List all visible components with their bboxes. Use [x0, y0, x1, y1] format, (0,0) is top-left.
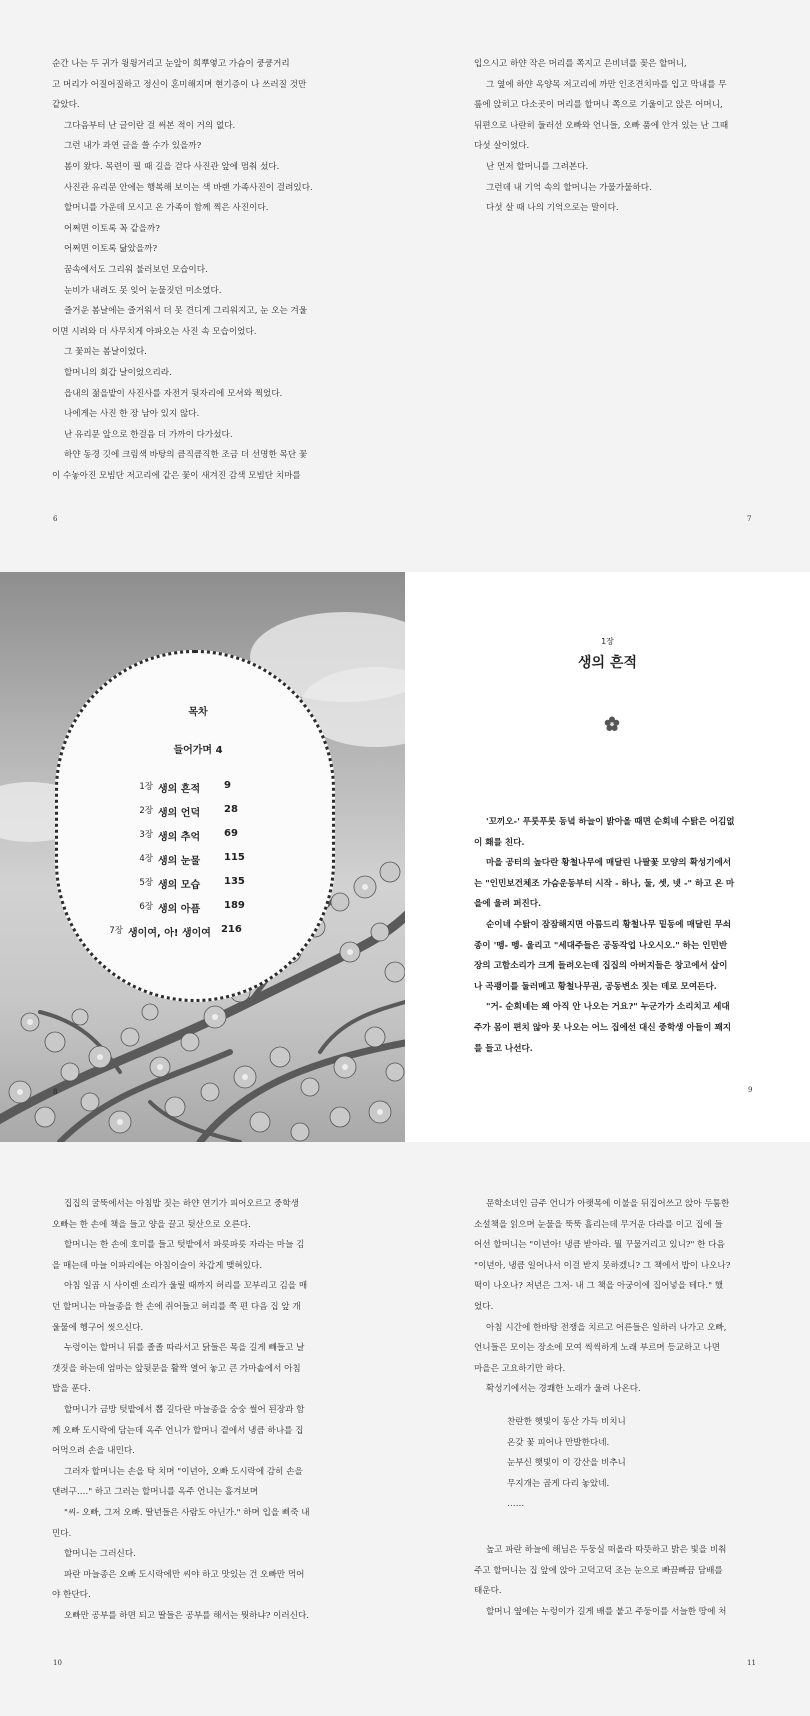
- page-11: [405, 1142, 810, 1716]
- text-line: 야 한단다.: [52, 1590, 91, 1601]
- text-line: 확성기에서는 경쾌한 노래가 울려 나온다.: [486, 1384, 641, 1395]
- text-line: 하얀 동경 깃에 크림색 바탕의 큼직큼직한 조금 더 선명한 목단 꽃: [64, 450, 308, 461]
- toc-entry: [58, 876, 338, 891]
- text-line: 높고 파란 하늘에 해님은 두둥실 떠올라 따뜻하고 밝은 빛을 비춰: [486, 1545, 727, 1555]
- page-number-10: 10: [53, 1659, 62, 1667]
- text-line: 그런 내가 과연 글을 쓸 수가 있을까?: [64, 141, 202, 152]
- text-line: 갯짓을 하는데 엄마는 앞뒷문을 활짝 열어 놓고 큰 가마솥에서 아침: [52, 1363, 301, 1374]
- text-line: 오빠만 공부를 하면 되고 딸들은 공부를 해서는 뭣하냐? 이러신다.: [64, 1610, 310, 1621]
- text-line: 입으시고 하얀 작은 머리를 쪽지고 은비녀를 꽂은 할머니,: [474, 59, 687, 69]
- text-line: 꿈속에서도 그리워 불러보던 모습이다.: [64, 264, 208, 275]
- toc-page-number: 216: [220, 924, 242, 935]
- flower-ornament-icon: [604, 716, 620, 732]
- text-line: "씨- 오빠, 그저 오빠. 딸년들은 사람도 아닌가." 하며 입을 삐죽 내: [64, 1507, 310, 1518]
- text-line: 난 유리문 앞으로 한걸음 더 가까이 다가섰다.: [64, 429, 233, 440]
- text-line: 주고 할머니는 집 앞에 앉아 고덕고덕 조는 눈으로 빠끔빠끔 담배를: [474, 1565, 723, 1576]
- toc-chapter-number: 7장: [109, 926, 123, 936]
- text-line: 나 곡괭이를 둘러메고 황철나무권, 공동변소 짓는 데로 모여든다.: [474, 981, 717, 992]
- text-line: 주가 몸이 편치 않아 못 나오는 어느 집에선 대신 중학생 아들이 꽤지: [474, 1022, 732, 1033]
- text-line: 오빠는 한 손에 책을 들고 양을 끌고 뒷산으로 오른다.: [52, 1219, 251, 1230]
- text-line: 어쩌면 이토록 꼭 같을까?: [64, 223, 160, 234]
- text-line: 그 꽃피는 봄날이었다.: [64, 347, 147, 358]
- page-number-8: 8: [53, 1088, 58, 1096]
- toc-entry: [58, 900, 338, 915]
- toc-page-number: 28: [224, 804, 238, 815]
- page-number-9: 9: [748, 1086, 753, 1094]
- text-line: 다섯 살이었다.: [474, 141, 530, 152]
- toc-illustration-page: [0, 572, 405, 1142]
- text-line: 소설책을 읽으며 눈물을 뚝뚝 흘리는데 무거운 다라를 이고 집에 들: [474, 1219, 723, 1230]
- text-line: 파란 마늘종은 오빠 도시락에만 씨야 하고 맛있는 건 오빠만 먹어: [64, 1569, 305, 1580]
- chapter-1-opening-text: [474, 812, 735, 1059]
- page-number-7: 7: [747, 515, 752, 523]
- song-verse: [507, 1412, 626, 1515]
- text-line: 읍내의 젊을밭이 사진사를 자전거 뒷자리에 모셔와 찍었다.: [64, 388, 283, 399]
- text-line: 민다.: [52, 1528, 72, 1539]
- page-7-body: [474, 54, 728, 219]
- text-line: 그런데 내 기억 속의 할머니는 가물가물하다.: [486, 182, 652, 193]
- page-6-body: [52, 54, 313, 486]
- spread-pages-6-7: [0, 0, 810, 572]
- text-line: 밥을 푼다.: [52, 1384, 91, 1395]
- toc-chapter-title: 생의 언덕: [158, 808, 201, 819]
- text-line: 고 머리가 어질어질하고 정신이 혼미해지며 현기증이 나 쓰러질 것만: [52, 79, 307, 90]
- text-line: 언니들은 모이는 장소에 모여 씩씩하게 노래 부르며 등교하고 나면: [474, 1343, 720, 1354]
- text-line: 즐거운 봄날에는 즐거워서 더 못 견디게 그리워지고, 눈 오는 겨울: [64, 306, 308, 317]
- toc-page-number: 69: [224, 828, 238, 839]
- toc-chapter-number: 5장: [139, 878, 153, 888]
- text-line: 릎에 앉히고 다소곳이 머리를 할머니 쪽으로 기울이고 앉은 어머니,: [474, 100, 723, 111]
- text-line: 을에 울려 퍼진다.: [474, 899, 542, 910]
- text-line: "이년아, 냉큼 일어나서 이걸 받지 못하겠니? 그 책에서 밥이 나오나?: [474, 1260, 731, 1271]
- toc-page-number: 135: [224, 876, 245, 887]
- text-line: 할머니는 그러신다.: [64, 1549, 136, 1560]
- toc-chapter-number: 6장: [139, 902, 153, 912]
- page-number-6: 6: [53, 515, 58, 523]
- table-of-contents: [55, 650, 335, 1002]
- text-line: 를 들고 나선다.: [474, 1043, 533, 1054]
- text-line: 께 오빠 도시락에 담는데 옥주 언니가 할머니 곁에서 냉큼 하나를 집: [52, 1425, 304, 1436]
- text-line: '꼬끼오-' 푸룻푸룻 동녘 하늘이 밝아올 때면 순회네 수탉은 어김없: [486, 817, 735, 827]
- text-line: 어쩌면 이토록 닮았을까?: [64, 244, 158, 255]
- toc-chapter-number: 3장: [139, 830, 153, 840]
- text-line: 마을 공터의 높다란 황철나무에 매달린 나팔꽃 모양의 확성기에서: [486, 858, 732, 869]
- page-6: [0, 0, 405, 572]
- toc-chapter-title: 생의 흔적: [158, 784, 201, 795]
- page-7: [405, 0, 810, 572]
- toc-page-number: 115: [224, 852, 245, 863]
- page-10: [0, 1142, 405, 1716]
- page-number-11: 11: [747, 1659, 756, 1667]
- toc-entry: [58, 780, 338, 795]
- text-line: 할머니 옆에는 누렁이가 길게 배를 붙고 주둥이를 서늘한 땅에 처: [486, 1606, 727, 1617]
- text-line: 었다.: [474, 1301, 494, 1312]
- text-line: 찬란한 햇빛이 동산 가득 비치니: [507, 1417, 626, 1427]
- text-line: 문학소녀인 금주 언니가 아랫목에 이불을 뒤집어쓰고 앉아 두툼한: [486, 1199, 730, 1209]
- page-10-body: [52, 1194, 310, 1626]
- text-line: 눈비가 내려도 못 잊어 눈물짓던 미소였다.: [64, 285, 222, 296]
- text-line: 마을은 고요하기만 하다.: [474, 1363, 566, 1374]
- text-line: 을 매는데 마늘 이파리에는 아침이슬이 차갑게 맺혀있다.: [52, 1260, 263, 1271]
- text-line: 할머니는 한 손에 호미를 들고 텃밭에서 파릇파릇 자라는 마늘 김: [64, 1240, 305, 1251]
- text-line: 할머니의 회갑 날이었으리라.: [64, 367, 172, 378]
- text-line: 아침 일곱 시 사이렌 소리가 울릴 때까지 허리를 꼬부리고 김을 매: [64, 1281, 308, 1292]
- text-line: 그다음부터 난 글이란 걸 써본 적이 거의 없다.: [64, 120, 236, 131]
- chapter-title: 생의 흔적: [578, 655, 637, 671]
- text-line: 누렁이는 할머니 뒤를 졸졸 따라서고 닭들은 목을 길게 빼들고 날: [64, 1343, 305, 1354]
- toc-title: 목차: [188, 707, 208, 718]
- text-line: 순간 나는 두 귀가 윙윙거리고 눈앞이 희뿌옇고 가슴이 쿵쿵거리: [52, 59, 290, 69]
- toc-chapter-title: 생의 추억: [158, 832, 201, 843]
- toc-chapter-number: 4장: [139, 854, 153, 864]
- text-line: 사진관 유리문 안에는 행복해 보이는 색 바랜 가족사진이 걸려있다.: [64, 182, 313, 193]
- text-line: 이 홰를 친다.: [474, 837, 525, 848]
- toc-chapter-title: 생의 아픔: [158, 904, 201, 915]
- text-line: 울물에 헹구어 씻으신다.: [52, 1322, 144, 1333]
- toc-entry: [58, 828, 338, 843]
- text-line: 어먹으려 손을 내민다.: [52, 1446, 135, 1457]
- text-line: 는 "인민보건체조 가슴운동부터 시작 - 하나, 둘, 셋, 넷 -" 하고 온 마: [474, 878, 735, 889]
- text-line: 떡이 나오나? 저년은 그저- 내 그 책을 아궁이에 집어넣을 테다." 했: [474, 1281, 724, 1292]
- text-line: 눈부신 햇빛이 이 강산을 비추니: [507, 1458, 626, 1469]
- toc-entry: [58, 852, 338, 867]
- text-line: 그러자 할머니는 손을 탁 치며 "이년아, 오빠 도시락에 감히 손을: [64, 1466, 303, 1477]
- text-line: 댄려구…." 하고 그러는 할머니를 옥주 언니는 흘겨보며: [52, 1487, 259, 1498]
- text-line: 온갖 꽃 피어나 만발한다네.: [507, 1437, 610, 1448]
- text-line: 어선 할머니는 "이년아! 냉큼 받아라. 뭘 꾸물거리고 있니?" 한 다음: [474, 1240, 725, 1251]
- text-line: "거- 순회네는 왜 아직 안 나오는 거요?" 누군가가 소리치고 세대: [486, 1002, 730, 1013]
- toc-chapter-title: 생이여, 아! 생이여: [128, 928, 211, 939]
- text-line: 뒤편으로 나란히 둘러선 오빠와 언니들, 오빠 품에 안겨 있는 난 그때: [474, 120, 729, 131]
- text-line: 다섯 살 때 나의 기억으로는 말이다.: [486, 203, 619, 214]
- toc-chapter-number: 1장: [139, 782, 153, 792]
- toc-page-number: 9: [224, 780, 231, 791]
- text-line: 종이 '뗑- 뗑- 울리고 "세대주들은 공동작업 나오시오." 하는 인민반: [474, 940, 728, 951]
- toc-page-number: 189: [224, 900, 245, 911]
- spread-pages-8-9: [0, 572, 810, 1142]
- text-line: 난 먼저 할머니를 그려본다.: [486, 161, 589, 172]
- chapter-label: 1장: [601, 637, 614, 646]
- text-line: 태운다.: [474, 1586, 502, 1597]
- text-line: 그 옆에 하얀 옥양목 저고리에 까만 인조견치마를 입고 막내를 무: [486, 79, 727, 90]
- page-11-body-bottom: [474, 1540, 726, 1622]
- text-line: 같았다.: [52, 100, 80, 111]
- toc-chapter-title: 생의 모습: [158, 880, 201, 891]
- toc-chapter-number: 2장: [139, 806, 153, 816]
- toc-chapter-title: 생의 눈물: [158, 856, 201, 867]
- toc-intro-entry: 들어가며 4: [173, 745, 223, 756]
- text-line: 집집의 굴뚝에서는 아침밥 짓는 하얀 연기가 피어오르고 중학생: [64, 1199, 299, 1209]
- text-line: 아침 시간에 한바탕 전쟁을 치르고 어른들은 일하러 나가고 오빠,: [486, 1322, 727, 1333]
- spread-pages-10-11: [0, 1142, 810, 1716]
- text-line: ……: [507, 1499, 525, 1510]
- text-line: 봄이 왔다. 목련이 필 때 길을 걷다 사진관 앞에 멈춰 섰다.: [64, 161, 280, 172]
- text-line: 할머니가 금방 텃밭에서 뽑 길다란 마늘종을 숭숭 썰어 된장과 함: [64, 1404, 305, 1415]
- toc-entry: [58, 804, 338, 819]
- page-11-body-top: [474, 1194, 730, 1400]
- text-line: 이 수놓아진 모빔단 저고리에 같은 꽃이 새겨진 감색 모빔단 치마를: [52, 470, 301, 481]
- text-line: 무지개는 곱게 다리 놓았네.: [507, 1478, 610, 1489]
- text-line: 나에게는 사진 한 장 남아 있지 않다.: [64, 409, 200, 420]
- text-line: 이면 시려와 더 사무치게 아파오는 사진 속 모습이었다.: [52, 326, 257, 337]
- text-line: 던 할머니는 마늘종을 한 손에 쥐어들고 허리를 쭉 편 다음 집 앞 개: [52, 1301, 301, 1312]
- text-line: 순이네 수탉이 잠잠해지면 아름드리 황철나무 밑동에 매달린 무쇠: [486, 919, 732, 930]
- text-line: 할머니를 가운데 모시고 온 가족이 함께 찍은 사진이다.: [64, 203, 269, 214]
- toc-entry: [58, 924, 338, 939]
- text-line: 장의 고함소리가 크게 들려오는데 집집의 아버지들은 창고에서 삽이: [474, 961, 728, 972]
